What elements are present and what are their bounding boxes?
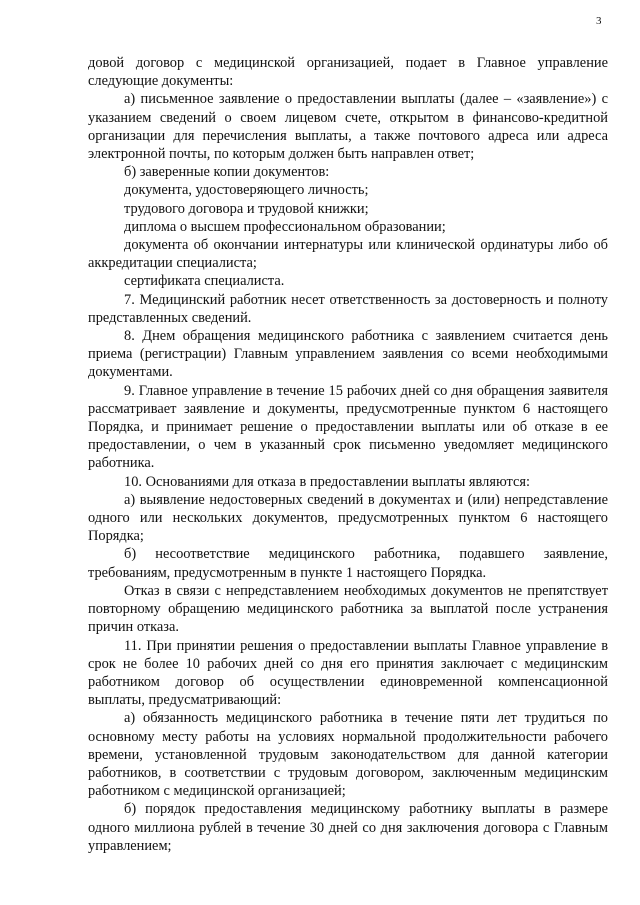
paragraph: б) порядок предоставления медицинскому работнику выплаты в размере одного миллиона рублей в течение 30 дней со дня заключения договора с Главным управлением; bbox=[88, 801, 608, 854]
paragraph: 8. Днем обращения медицинского работника с заявлением считается день приема (регистрации) Главным управлением заявления со всеми необходимыми документами. bbox=[88, 328, 608, 381]
paragraph: 7. Медицинский работник несет ответственность за достоверность и полноту представленных сведений. bbox=[88, 291, 608, 326]
paragraph: а) выявление недостоверных сведений в документах и (или) непредставление одного или нескольких документов, предусмотренных пунктом 6 настоящего Порядка; bbox=[88, 491, 608, 545]
paragraph: документа об окончании интернатуры или клинической ординатуры либо об аккредитации специалиста; bbox=[88, 237, 608, 272]
paragraph: Отказ в связи с непредставлением необходимых документов не препятствует повторному обращению медицинского работника за выплатой после устранения причин отказа. bbox=[88, 582, 608, 636]
paragraph: сертификата специалиста. bbox=[124, 273, 285, 290]
paragraph: довой договор с медицинской организацией, подает в Главное управление следующие документы: bbox=[88, 55, 608, 90]
paragraph: 11. При принятии решения о предоставлении выплаты Главное управление в срок не более 10 рабочих дней со дня его принятия заключает с медицинским работником договор об осуществлении единовременной компенсационной выплаты, предусматривающий: bbox=[88, 637, 608, 709]
paragraph: б) заверенные копии документов: bbox=[124, 164, 330, 181]
paragraph: 9. Главное управление в течение 15 рабочих дней со дня обращения заявителя рассматривает заявление и документы, предусмотренные пунктом 6 настоящего Порядка, и принимает решение о предоставлении выплаты или об отказе в ее предоставлении, о чем в указанный срок письменно уведомляет медицинского работника. bbox=[88, 382, 608, 472]
paragraph: диплома о высшем профессиональном образовании; bbox=[124, 218, 446, 235]
paragraph: 10. Основаниями для отказа в предоставлении выплаты являются: bbox=[124, 473, 530, 490]
paragraph: документа, удостоверяющего личность; bbox=[124, 182, 369, 199]
document-body bbox=[88, 54, 608, 855]
paragraph: а) письменное заявление о предоставлении выплаты (далее – «заявление») с указанием сведений о своем лицевом счете, открытом в финансово-кредитной организации для перечисления выплаты, а также почтового адреса или адреса электронной почты, по которым должен быть направлен ответ; bbox=[88, 91, 608, 163]
paragraph: трудового договора и трудовой книжки; bbox=[124, 200, 369, 217]
paragraph: а) обязанность медицинского работника в течение пяти лет трудиться по основному месту работы на условиях нормальной продолжительности рабочего времени, установленной трудовым законодательством для данной категории работников, в соответствии с трудовым договором, заключенным медицинским работником с медицинской организацией; bbox=[88, 710, 608, 800]
paragraph: б) несоответствие медицинского работника, подавшего заявление, требованиям, предусмотренным в пункте 1 настоящего Порядка. bbox=[88, 546, 608, 581]
page-number: 3 bbox=[596, 15, 602, 27]
